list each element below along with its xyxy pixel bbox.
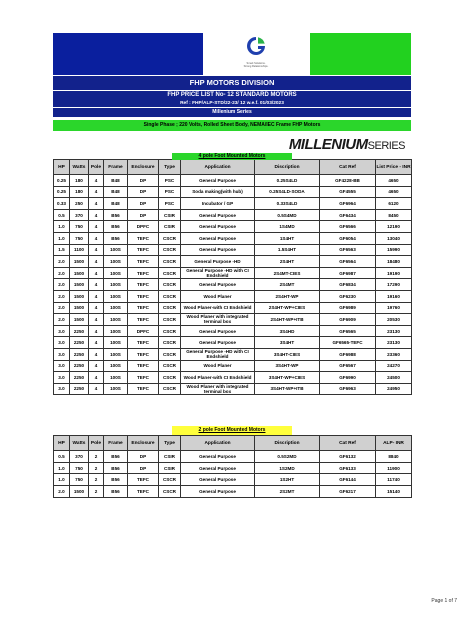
table-cell: 0.25 [54, 175, 70, 187]
table-cell: General Purpose [181, 337, 255, 349]
table-cell: 1S4HT [255, 232, 320, 244]
table-cell: 18480 [376, 256, 412, 268]
table-cell: General Purpose [181, 175, 255, 187]
table-row [54, 186, 412, 198]
table-cell: TEFC [128, 256, 159, 268]
table-cell: 20530 [376, 314, 412, 326]
table-cell: 1.0 [54, 221, 70, 233]
table-cell: TEFC [128, 244, 159, 256]
table-cell: 0.25S4LD [255, 175, 320, 187]
table-cell: 4650 [376, 175, 412, 187]
table-cell: 24500 [376, 372, 412, 384]
table-cell: 100S [104, 372, 128, 384]
table-cell: CSCR [159, 232, 181, 244]
table-cell: 24270 [376, 360, 412, 372]
table-cell: 8450 [376, 209, 412, 221]
four-pole-price-table [53, 159, 412, 395]
table-cell: CSCR [159, 372, 181, 384]
table-row [54, 198, 412, 210]
table-cell: 2.0 [54, 290, 70, 302]
table-cell: 4 [89, 348, 104, 360]
table-cell: General Purpose [181, 474, 255, 486]
column-header: Enclosure [128, 160, 159, 175]
table-header-row [54, 160, 412, 175]
table-cell: TEFC [128, 314, 159, 326]
table-cell: 0.5 [54, 451, 70, 463]
table-cell: General Purpose [181, 325, 255, 337]
column-header: Discription [255, 436, 320, 451]
table-cell: 2S4MT [255, 279, 320, 291]
table-cell: General Purpose [181, 486, 255, 498]
table-cell: 100S [104, 256, 128, 268]
column-header: Application [181, 436, 255, 451]
table-cell: 1.0 [54, 462, 70, 474]
table-cell: 1S4MD [255, 221, 320, 233]
table-row [54, 462, 412, 474]
table-cell: 2S2MT [255, 486, 320, 498]
table-cell: 2.0 [54, 486, 70, 498]
table-cell: 8840 [376, 451, 412, 463]
table-cell: GF6217 [320, 486, 376, 498]
company-logo [231, 35, 281, 73]
table-cell: B56 [104, 451, 128, 463]
table-cell: 2 [89, 462, 104, 474]
table-cell: GF6144 [320, 474, 376, 486]
table-cell: 2.0 [54, 279, 70, 291]
table-row [54, 325, 412, 337]
table-cell: 11740 [376, 474, 412, 486]
table-cell: 2250 [70, 325, 89, 337]
table-cell: 3S4HT-WP+CIES [255, 372, 320, 384]
table-cell: DPFC [128, 221, 159, 233]
table-cell: 2S4HT-WP+ITB [255, 314, 320, 326]
table-cell: CSCR [159, 474, 181, 486]
table-cell: PSC [159, 175, 181, 187]
table-cell: 19160 [376, 290, 412, 302]
column-header: Type [159, 436, 181, 451]
table-cell: B48 [104, 186, 128, 198]
table-cell: CSCR [159, 267, 181, 279]
series-row [53, 131, 411, 159]
table-cell: General Purpose -HD [181, 256, 255, 268]
table1-caption: 4 pole Foot Mounted Motors [172, 153, 292, 160]
table-cell: Wood Planer [181, 290, 255, 302]
table-cell: CSCR [159, 256, 181, 268]
table-cell: TEFC [128, 302, 159, 314]
table-cell: TEFC [128, 474, 159, 486]
table-cell: 100S [104, 314, 128, 326]
table-cell: 2250 [70, 383, 89, 395]
column-header: HP [54, 160, 70, 175]
table-cell: CSCR [159, 314, 181, 326]
table-cell: CSIR [159, 221, 181, 233]
table-cell: GF6989 [320, 302, 376, 314]
header-bar [53, 33, 411, 75]
table-cell: GF4228-BB [320, 175, 376, 187]
table-cell: CSIR [159, 462, 181, 474]
table-cell: 2250 [70, 372, 89, 384]
table-cell: GF6834 [320, 279, 376, 291]
table-cell: 750 [70, 462, 89, 474]
table-cell: 1.5 [54, 244, 70, 256]
table-cell: 0.5 [54, 209, 70, 221]
table-cell: B56 [104, 209, 128, 221]
table-cell: PSC [159, 186, 181, 198]
table-cell: 100S [104, 302, 128, 314]
table-cell: DP [128, 451, 159, 463]
table-cell: 3.0 [54, 360, 70, 372]
table-cell: 4 [89, 232, 104, 244]
table-cell: 1.0 [54, 474, 70, 486]
table-cell: B56 [104, 474, 128, 486]
table-cell: DP [128, 186, 159, 198]
table-cell: 4 [89, 325, 104, 337]
table-cell: 750 [70, 232, 89, 244]
table-cell: Soda making(with hub) [181, 186, 255, 198]
table-cell: CSIR [159, 209, 181, 221]
table-row [54, 360, 412, 372]
table-cell: 3S4HT-CIES [255, 348, 320, 360]
table-cell: CSIR [159, 451, 181, 463]
series-logo-suffix: SERIES [367, 140, 405, 152]
table-cell: 4 [89, 267, 104, 279]
table-cell: GF6565 [320, 325, 376, 337]
table-cell: GF6988 [320, 348, 376, 360]
table-cell: General Purpose [181, 244, 255, 256]
table-cell: 2.0 [54, 302, 70, 314]
price-list-title: FHP PRICE LIST No- 12 STANDARD MOTORS [53, 91, 411, 100]
table-cell: 12190 [376, 221, 412, 233]
table-cell: 2 [89, 474, 104, 486]
table-row [54, 256, 412, 268]
table-cell: 1500 [70, 267, 89, 279]
table-cell: GF6990 [320, 372, 376, 384]
table-cell: 4 [89, 290, 104, 302]
table-cell: GF6054 [320, 232, 376, 244]
table-header-row [54, 436, 412, 451]
table-cell: Wood Planer with integrated terminal box [181, 314, 255, 326]
table-cell: 23360 [376, 348, 412, 360]
table-cell: GF6987 [320, 267, 376, 279]
table-cell: GF6563 [320, 244, 376, 256]
table-cell: GF6567 [320, 360, 376, 372]
table-cell: 2S4HT-WP+CIES [255, 302, 320, 314]
column-header: List Price - INR [376, 160, 412, 175]
table-cell: 4 [89, 175, 104, 187]
column-header: Application [181, 160, 255, 175]
table-cell: 2S4HT [255, 256, 320, 268]
column-header: Frame [104, 160, 128, 175]
table-cell: DP [128, 209, 159, 221]
column-header: Cat Ref [320, 160, 376, 175]
table-cell: 4 [89, 256, 104, 268]
table-cell: 1500 [70, 314, 89, 326]
table-cell: B56 [104, 486, 128, 498]
table-cell: B56 [104, 232, 128, 244]
table-cell: TEFC [128, 486, 159, 498]
table-cell: 4 [89, 279, 104, 291]
table-cell: 0.5S2MD [255, 451, 320, 463]
table-row [54, 221, 412, 233]
table-cell: GF6565-TEFC [320, 337, 376, 349]
table-cell: 0.33S4LD [255, 198, 320, 210]
price-list-sheet [53, 33, 411, 498]
table-cell: Wood Planer-with CI Endshield [181, 372, 255, 384]
column-header: Frame [104, 436, 128, 451]
table-row [54, 474, 412, 486]
table-cell: General Purpose [181, 221, 255, 233]
table-cell: 4 [89, 337, 104, 349]
table-cell: 1100 [70, 244, 89, 256]
table-cell: 370 [70, 209, 89, 221]
millenium-series-logo [289, 136, 405, 153]
table-cell: 3.0 [54, 325, 70, 337]
table-cell: 2250 [70, 348, 89, 360]
table-cell: 17290 [376, 279, 412, 291]
column-header: Discription [255, 160, 320, 175]
table-cell: CSCR [159, 337, 181, 349]
table-row [54, 337, 412, 349]
table-cell: 4 [89, 383, 104, 395]
column-header: Type [159, 160, 181, 175]
table-cell: B48 [104, 175, 128, 187]
table-row [54, 175, 412, 187]
table-cell: General Purpose [181, 451, 255, 463]
table-cell: 1500 [70, 279, 89, 291]
column-header: HP [54, 436, 70, 451]
table-cell: CSCR [159, 279, 181, 291]
table-cell: General Purpose [181, 209, 255, 221]
table-cell: TEFC [128, 279, 159, 291]
table-cell: General Purpose [181, 232, 255, 244]
table-cell: 370 [70, 451, 89, 463]
two-pole-price-table [53, 435, 412, 497]
table-cell: 23130 [376, 337, 412, 349]
reference-line: Ref : FHP/ALP-STD/22-23/ 12 w.e.f. 01/03/2023 [53, 100, 411, 107]
table-cell: 1.0 [54, 232, 70, 244]
column-header: ALP- INR [376, 436, 412, 451]
table-cell: 24950 [376, 383, 412, 395]
table-cell: TEFC [128, 232, 159, 244]
table-cell: DP [128, 462, 159, 474]
table-cell: CSCR [159, 383, 181, 395]
table-cell: 750 [70, 221, 89, 233]
table-cell: 4 [89, 372, 104, 384]
table-cell: 3.0 [54, 337, 70, 349]
table-cell: 1500 [70, 290, 89, 302]
table-cell: 3.0 [54, 348, 70, 360]
table-cell: GF6964 [320, 198, 376, 210]
table-row [54, 486, 412, 498]
table-row [54, 279, 412, 291]
header-blue-block [53, 33, 203, 75]
table-row [54, 244, 412, 256]
table-cell: 100S [104, 325, 128, 337]
table-row [54, 383, 412, 395]
table-cell: 3S4HT-WP [255, 360, 320, 372]
table-cell: CSCR [159, 360, 181, 372]
table-cell: CSCR [159, 302, 181, 314]
table-cell: 6120 [376, 198, 412, 210]
logo-tagline-2: Strong Relationships. [243, 65, 269, 68]
table-cell: 3S4HD [255, 325, 320, 337]
column-header: Enclosure [128, 436, 159, 451]
table-cell: 11900 [376, 462, 412, 474]
table-cell: Incubator / GP [181, 198, 255, 210]
table-cell: 3S4HT-WP+ITB [255, 383, 320, 395]
table-cell: 2250 [70, 337, 89, 349]
table-cell: 15140 [376, 486, 412, 498]
header-green-block [310, 33, 411, 75]
table-cell: 1S2MD [255, 462, 320, 474]
table-cell: TEFC [128, 360, 159, 372]
table-cell: 3.0 [54, 383, 70, 395]
table-cell: 2.0 [54, 314, 70, 326]
table-cell: 1500 [70, 256, 89, 268]
table-row [54, 302, 412, 314]
table-cell: 4 [89, 244, 104, 256]
table-cell: CSCR [159, 325, 181, 337]
table-cell: PSC [159, 198, 181, 210]
table-row [54, 451, 412, 463]
table-cell: 100S [104, 279, 128, 291]
table-cell: 100S [104, 267, 128, 279]
table-cell: 2.0 [54, 267, 70, 279]
table-cell: DP [128, 175, 159, 187]
table-row [54, 209, 412, 221]
table-row [54, 348, 412, 360]
table-cell: 750 [70, 474, 89, 486]
table-cell: 2S4HT-WP [255, 290, 320, 302]
table-row [54, 290, 412, 302]
table-cell: 2250 [70, 360, 89, 372]
column-header: Watts [70, 436, 89, 451]
table-cell: 0.5S4MD [255, 209, 320, 221]
table-cell: B56 [104, 221, 128, 233]
table-cell: 2 [89, 451, 104, 463]
table-cell: GF6566 [320, 221, 376, 233]
division-title: FHP MOTORS DIVISION [53, 76, 411, 90]
table-cell: 1500 [70, 486, 89, 498]
table-cell: TEFC [128, 372, 159, 384]
table-cell: TEFC [128, 267, 159, 279]
table-cell: B48 [104, 198, 128, 210]
table-cell: 4 [89, 302, 104, 314]
table-cell: General Purpose -HD with CI Endshield [181, 348, 255, 360]
table-cell: GF6564 [320, 256, 376, 268]
table-cell: 0.25 [54, 186, 70, 198]
table-cell: 100S [104, 348, 128, 360]
table-cell: TEFC [128, 290, 159, 302]
table-cell: 100S [104, 244, 128, 256]
column-header: Pole [89, 160, 104, 175]
table-cell: 1500 [70, 302, 89, 314]
table-cell: GF4555 [320, 186, 376, 198]
table-cell: 3.0 [54, 372, 70, 384]
motor-description: Single Phase ; 220 Volts, Rolled Sheet Body, NEMA/IEC Frame FHP Motors [53, 120, 411, 131]
table-cell: Wood Planer [181, 360, 255, 372]
table-cell: Wood Planer with integrated terminal box [181, 383, 255, 395]
table-cell: CSCR [159, 290, 181, 302]
column-header: Pole [89, 436, 104, 451]
table-row [54, 232, 412, 244]
table-cell: 4 [89, 209, 104, 221]
table-cell: 2S4MT-CIES [255, 267, 320, 279]
table-cell: TEFC [128, 337, 159, 349]
table-row [54, 267, 412, 279]
table2-caption-row [53, 426, 411, 435]
table-cell: GF6963 [320, 383, 376, 395]
table-cell: General Purpose [181, 279, 255, 291]
table-cell: Wood Planer-with CI Endshield [181, 302, 255, 314]
table-cell: General Purpose -HD with CI Endshield [181, 267, 255, 279]
table-cell: 100S [104, 290, 128, 302]
table-cell: 180 [70, 186, 89, 198]
table-cell: 4 [89, 198, 104, 210]
table-cell: 0.25S4LD-SODA [255, 186, 320, 198]
column-header: Cat Ref [320, 436, 376, 451]
table-cell: GF6132 [320, 451, 376, 463]
cg-logo-icon [245, 35, 267, 57]
table-cell: 4 [89, 360, 104, 372]
table-cell: TEFC [128, 383, 159, 395]
table2-caption: 2 pole Foot Mounted Motors [172, 426, 292, 435]
table-cell: 4650 [376, 186, 412, 198]
series-logo-main: MILLENIUM [288, 136, 368, 153]
table-cell: 19190 [376, 267, 412, 279]
table-cell: DP [128, 198, 159, 210]
table-cell: GF6133 [320, 462, 376, 474]
series-title: Millenium Series [53, 108, 411, 117]
table-cell: 13040 [376, 232, 412, 244]
table-cell: 15990 [376, 244, 412, 256]
table-cell: 0.33 [54, 198, 70, 210]
table-cell: 1.5S4HT [255, 244, 320, 256]
table-cell: GF6230 [320, 290, 376, 302]
column-header: Watts [70, 160, 89, 175]
table-cell: 2 [89, 486, 104, 498]
table-cell: 19760 [376, 302, 412, 314]
table-cell: 4 [89, 221, 104, 233]
table-cell: 250 [70, 198, 89, 210]
table-cell: 4 [89, 314, 104, 326]
table-cell: 100S [104, 383, 128, 395]
table-cell: 3S4HT [255, 337, 320, 349]
table-cell: 100S [104, 360, 128, 372]
table-cell: General Purpose [181, 462, 255, 474]
table-cell: TEFC [128, 348, 159, 360]
table-cell: DPFC [128, 325, 159, 337]
table-cell: CSCR [159, 486, 181, 498]
table-cell: 180 [70, 175, 89, 187]
table-cell: 4 [89, 186, 104, 198]
table-cell: CSCR [159, 348, 181, 360]
table-row [54, 372, 412, 384]
table-cell: 23130 [376, 325, 412, 337]
page-number: Page 1 of 7 [431, 598, 457, 604]
table-cell: GF6434 [320, 209, 376, 221]
table-cell: 2.0 [54, 256, 70, 268]
table-cell: B56 [104, 462, 128, 474]
logo-tagline-1: Smart Solutions. [246, 62, 266, 65]
table-cell: 1S2HT [255, 474, 320, 486]
table-cell: CSCR [159, 244, 181, 256]
table-cell: 100S [104, 337, 128, 349]
table-cell: GF6909 [320, 314, 376, 326]
table-row [54, 314, 412, 326]
